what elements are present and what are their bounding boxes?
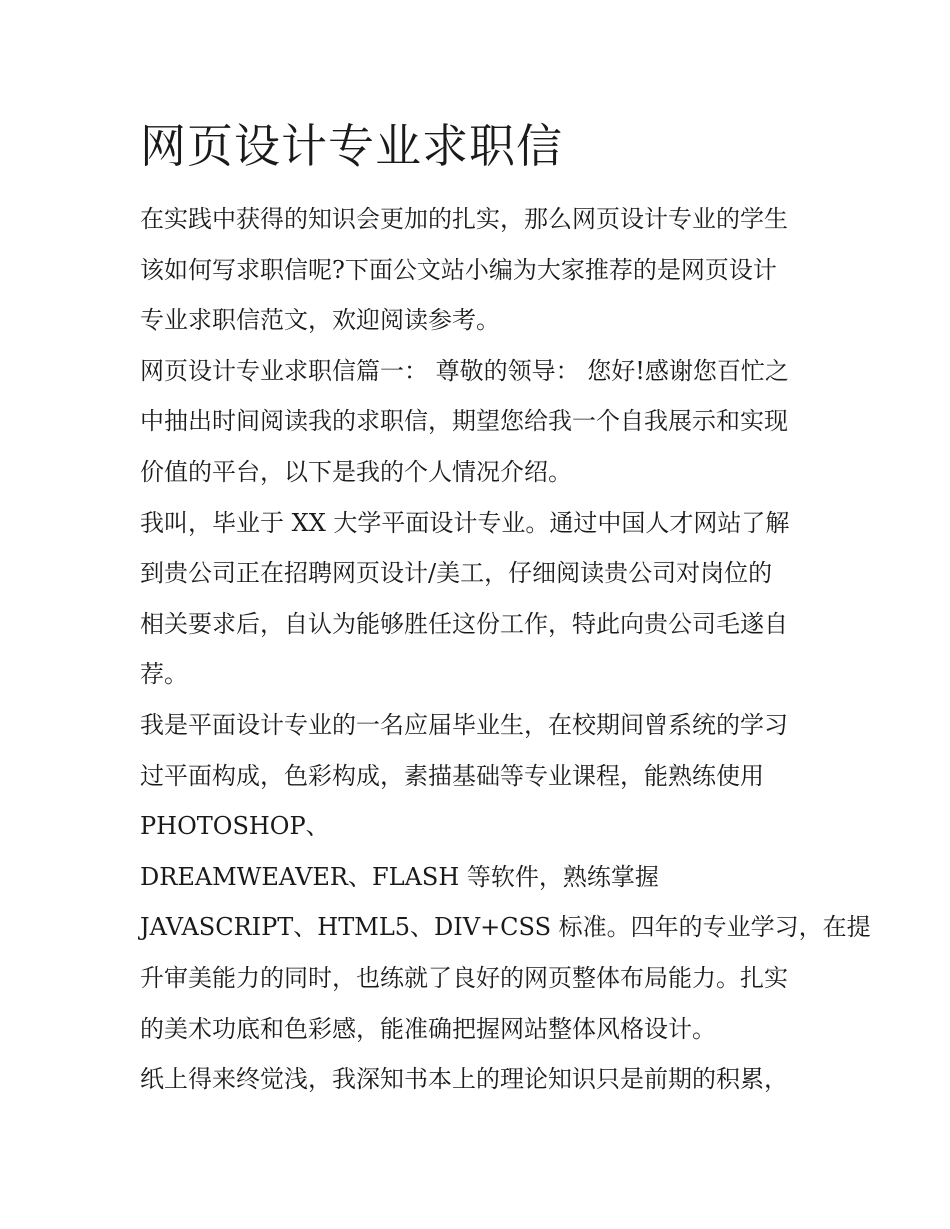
body-line: 价值的平台，以下是我的个人情况介绍。 (140, 457, 572, 486)
document-title: 网页设计专业求职信 (140, 119, 563, 173)
document-body (140, 194, 871, 1105)
document-page (140, 110, 871, 1105)
body-line: 到贵公司正在招聘网页设计/美工，仔细阅读贵公司对岗位的 (140, 559, 773, 588)
body-line: 过平面构成，色彩构成，素描基础等专业课程，能熟练使用 (140, 761, 764, 790)
body-line: 纸上得来终觉浅，我深知书本上的理论知识只是前期的积累， (140, 1065, 788, 1094)
body-line: 该如何写求职信呢?下面公文站小编为大家推荐的是网页设计 (140, 255, 777, 284)
body-line: 中抽出时间阅读我的求职信，期望您给我一个自我展示和实现 (140, 407, 788, 436)
body-line: 专业求职信范文，欢迎阅读参考。 (140, 306, 500, 335)
body-line: 我叫，毕业于 XX 大学平面设计专业。通过中国人才网站了解 (140, 508, 790, 537)
body-line: 荐。 (140, 660, 188, 689)
body-line: 相关要求后，自认为能够胜任这份工作，特此向贵公司毛遂自 (140, 609, 788, 638)
body-line: PHOTOSHOP、 (140, 812, 330, 841)
body-line: JAVASCRIPT、HTML5、DIV+CSS 标准。四年的专业学习，在提 (140, 913, 871, 942)
body-line: DREAMWEAVER、FLASH 等软件，熟练掌握 (140, 862, 659, 891)
body-line: 的美术功底和色彩感，能准确把握网站整体风格设计。 (140, 1014, 716, 1043)
body-line: 升审美能力的同时，也练就了良好的网页整体布局能力。扎实 (140, 963, 788, 992)
body-line: 网页设计专业求职信篇一： 尊敬的领导： 您好!感谢您百忙之 (140, 356, 789, 385)
body-line: 在实践中获得的知识会更加的扎实，那么网页设计专业的学生 (140, 205, 788, 233)
body-line: 我是平面设计专业的一名应届毕业生，在校期间曾系统的学习 (140, 710, 788, 739)
